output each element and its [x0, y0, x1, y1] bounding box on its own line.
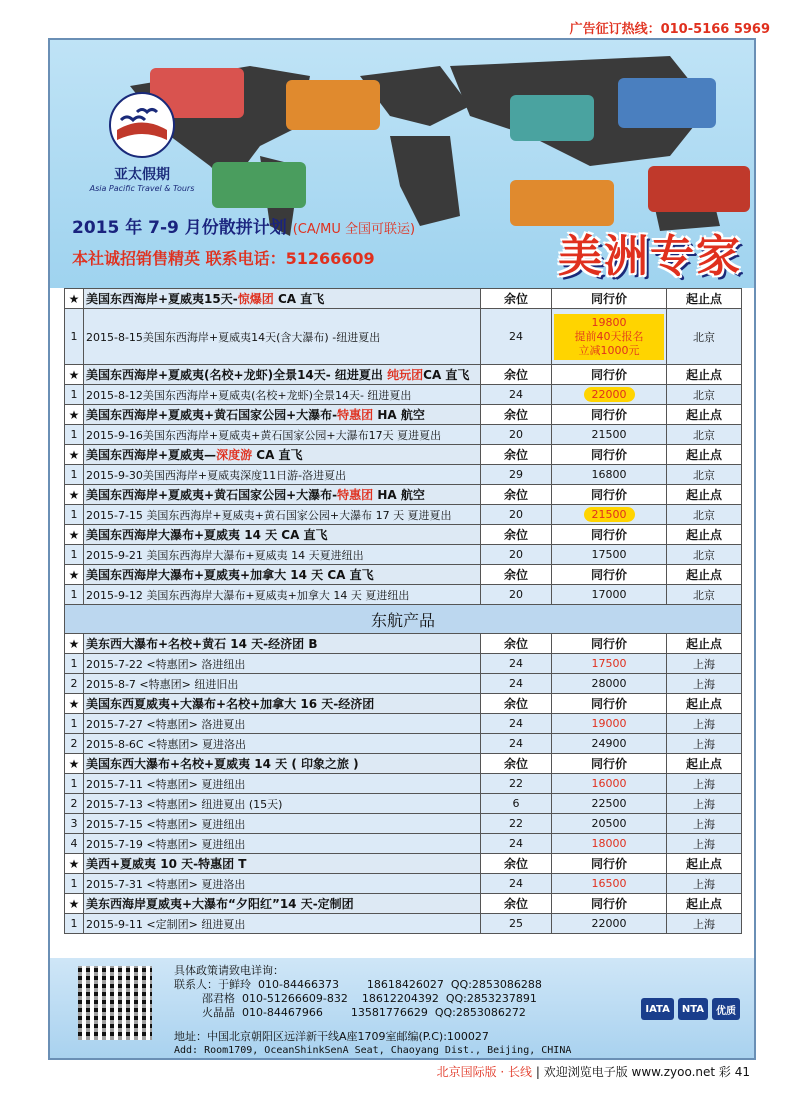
col-price-header: 同行价 — [552, 405, 667, 425]
group-title-text: 美国东西海岸+夏威夷+黄石国家公园+大瀑布- — [86, 488, 338, 502]
mu-section — [65, 605, 742, 634]
group-title-text: 美国东西夏威夷+大瀑布+名校+加拿大 16 天-经济团 — [86, 697, 375, 711]
row-price — [552, 425, 667, 445]
itinerary-row — [65, 714, 742, 734]
address-cn: 地址：中国北京朝阳区远洋新干线A座1709室邮编(P.C):100027 — [174, 1030, 489, 1043]
qr-code — [78, 966, 152, 1040]
group-title-suffix: HA 航空 — [373, 488, 425, 502]
row-name: 2015-7-27 <特惠团> 洛进夏出 — [84, 714, 481, 734]
company-logo — [82, 90, 202, 193]
star-icon: ★ — [65, 365, 84, 385]
col-price-header: 同行价 — [552, 289, 667, 309]
col-seat-header: 余位 — [481, 405, 552, 425]
col-city-header: 起止点 — [667, 894, 742, 914]
row-seats: 25 — [481, 914, 552, 934]
col-seat-header: 余位 — [481, 289, 552, 309]
price-value: 24900 — [591, 737, 627, 750]
row-seats: 24 — [481, 874, 552, 894]
plan-title — [72, 213, 415, 238]
contact-block — [174, 964, 542, 1020]
group-title-text: 美西+夏威夷 10 天-特惠团 T — [86, 857, 247, 871]
star-icon: ★ — [65, 289, 84, 309]
row-name: 2015-7-15 <特惠团> 夏进纽出 — [84, 814, 481, 834]
col-price-header: 同行价 — [552, 694, 667, 714]
footer-website: | 欢迎浏览电子版 www.zyoo.net 彩 41 — [532, 1065, 750, 1079]
col-price-header: 同行价 — [552, 365, 667, 385]
itinerary-row — [65, 465, 742, 485]
group-title — [84, 289, 481, 309]
price-value: 22000 — [591, 917, 627, 930]
footer-contact — [50, 958, 754, 1058]
col-price-header: 同行价 — [552, 485, 667, 505]
star-icon: ★ — [65, 634, 84, 654]
office-label-box — [286, 80, 380, 130]
star-icon: ★ — [65, 754, 84, 774]
group-header-row — [65, 694, 742, 714]
group-title — [84, 405, 481, 425]
price-highlight: 22000 — [584, 387, 635, 402]
row-seats: 24 — [481, 714, 552, 734]
star-icon: ★ — [65, 694, 84, 714]
price-line: 19800 — [591, 315, 627, 329]
row-city: 北京 — [667, 309, 742, 365]
row-price — [552, 385, 667, 405]
brand-slogan: 美洲专家 — [558, 231, 742, 282]
office-label-box — [212, 162, 306, 208]
group-title-text: 美国东西大瀑布+名校+夏威夷 14 天 ( 印象之旅 ) — [86, 757, 359, 771]
itinerary-row — [65, 774, 742, 794]
nta-badge: NTA — [678, 998, 708, 1020]
group-header-row — [65, 854, 742, 874]
flyer — [48, 38, 756, 1060]
group-title — [84, 565, 481, 585]
group-title-text: 美国东西海岸+夏威夷(名校+龙虾)全景14天- 纽进夏出 — [86, 368, 388, 382]
row-city: 上海 — [667, 774, 742, 794]
row-seats: 24 — [481, 834, 552, 854]
group-tag: 深度游 — [216, 448, 253, 462]
price-value: 18000 — [591, 837, 627, 850]
office-label-box — [648, 166, 750, 212]
header-banner — [50, 40, 754, 288]
col-price-header: 同行价 — [552, 894, 667, 914]
col-seat-header: 余位 — [481, 565, 552, 585]
row-city: 北京 — [667, 465, 742, 485]
row-price — [552, 774, 667, 794]
itinerary-table — [64, 288, 742, 934]
star-icon: ★ — [65, 894, 84, 914]
col-city-header: 起止点 — [667, 365, 742, 385]
row-number: 1 — [65, 654, 84, 674]
price-value: 17500 — [591, 657, 627, 670]
row-price — [552, 874, 667, 894]
itinerary-row — [65, 385, 742, 405]
col-seat-header: 余位 — [481, 694, 552, 714]
group-header-row — [65, 445, 742, 465]
price-line: 提前40天报名 — [574, 329, 644, 343]
edition-label: 北京国际版 · 长线 — [436, 1065, 533, 1079]
itinerary-row — [65, 425, 742, 445]
price-value: 28000 — [591, 677, 627, 690]
group-tag: 惊爆团 — [237, 292, 274, 306]
col-city-header: 起止点 — [667, 565, 742, 585]
group-tag: 纯玩团 — [387, 368, 424, 382]
group-title-text: 美东西大瀑布+名校+黄石 14 天-经济团 B — [86, 637, 318, 651]
mu-products — [65, 634, 742, 934]
price-highlight: 21500 — [584, 507, 635, 522]
row-seats: 29 — [481, 465, 552, 485]
row-city: 上海 — [667, 714, 742, 734]
row-number: 4 — [65, 834, 84, 854]
col-price-header: 同行价 — [552, 634, 667, 654]
row-number: 1 — [65, 385, 84, 405]
logo-name: 亚太假期 — [114, 167, 170, 183]
row-number: 1 — [65, 914, 84, 934]
row-city: 上海 — [667, 674, 742, 694]
star-icon: ★ — [65, 854, 84, 874]
col-price-header: 同行价 — [552, 854, 667, 874]
row-number: 1 — [65, 874, 84, 894]
row-seats: 24 — [481, 734, 552, 754]
row-price — [552, 814, 667, 834]
page-footer — [437, 1063, 750, 1080]
row-seats: 20 — [481, 585, 552, 605]
group-tag: 特惠团 — [337, 408, 374, 422]
itinerary-row — [65, 654, 742, 674]
office-label-box — [510, 95, 594, 141]
group-header-row — [65, 634, 742, 654]
office-label-box — [618, 78, 716, 128]
quality-badge: 优质 — [712, 998, 740, 1020]
row-name: 2015-7-31 <特惠团> 夏进洛出 — [84, 874, 481, 894]
row-number: 1 — [65, 309, 84, 365]
row-name: 2015-9-12 美国东西海岸大瀑布+夏威夷+加拿大 14 天 夏进纽出 — [84, 585, 481, 605]
row-price — [552, 654, 667, 674]
row-city: 北京 — [667, 505, 742, 525]
itinerary-row — [65, 734, 742, 754]
plan-title-note: (CA/MU 全国可联运) — [292, 222, 416, 237]
group-title — [84, 445, 481, 465]
col-price-header: 同行价 — [552, 445, 667, 465]
col-city-header: 起止点 — [667, 854, 742, 874]
row-price — [552, 674, 667, 694]
group-title-suffix: CA 直飞 — [273, 292, 325, 306]
group-header-row — [65, 289, 742, 309]
itinerary-row — [65, 545, 742, 565]
group-title-suffix: CA 直飞 — [423, 368, 470, 382]
row-city: 上海 — [667, 834, 742, 854]
row-seats: 22 — [481, 814, 552, 834]
row-seats: 20 — [481, 505, 552, 525]
plan-title-text: 2015 年 7-9 月份散拼计划 — [72, 218, 287, 238]
col-seat-header: 余位 — [481, 485, 552, 505]
row-number: 3 — [65, 814, 84, 834]
group-title — [84, 525, 481, 545]
recruitment-line: 本社诚招销售精英 联系电话：51266609 — [72, 249, 375, 268]
itinerary-row — [65, 585, 742, 605]
group-title-text: 美国东西海岸+夏威夷15天- — [86, 292, 238, 306]
row-name: 2015-9-11 <定制团> 纽进夏出 — [84, 914, 481, 934]
row-seats: 20 — [481, 425, 552, 445]
star-icon: ★ — [65, 525, 84, 545]
row-city: 上海 — [667, 734, 742, 754]
col-seat-header: 余位 — [481, 854, 552, 874]
col-price-header: 同行价 — [552, 565, 667, 585]
row-price — [552, 914, 667, 934]
group-header-row — [65, 405, 742, 425]
row-name: 2015-8-12美国东西海岸+夏威夷(名校+龙虾)全景14天- 纽进夏出 — [84, 385, 481, 405]
itinerary-row — [65, 309, 742, 365]
row-city: 上海 — [667, 654, 742, 674]
col-city-header: 起止点 — [667, 634, 742, 654]
row-price — [552, 794, 667, 814]
row-city: 北京 — [667, 585, 742, 605]
col-seat-header: 余位 — [481, 754, 552, 774]
row-number: 1 — [65, 774, 84, 794]
price-value: 21500 — [591, 428, 627, 441]
group-title — [84, 634, 481, 654]
itinerary-row — [65, 874, 742, 894]
group-title-text: 美国东西海岸大瀑布+夏威夷+加拿大 14 天 CA 直飞 — [86, 568, 374, 582]
row-seats: 24 — [481, 385, 552, 405]
row-number: 1 — [65, 585, 84, 605]
price-line: 立减1000元 — [578, 343, 640, 357]
row-price — [552, 309, 667, 365]
price-value: 16000 — [591, 777, 627, 790]
col-price-header: 同行价 — [552, 525, 667, 545]
row-price — [552, 734, 667, 754]
ad-hotline: 广告征订热线：010-5166 5969 — [569, 22, 770, 37]
row-number: 1 — [65, 505, 84, 525]
star-icon: ★ — [65, 485, 84, 505]
itinerary-row — [65, 674, 742, 694]
row-price — [552, 585, 667, 605]
group-title-text: 美国东西海岸大瀑布+夏威夷 14 天 CA 直飞 — [86, 528, 328, 542]
group-title — [84, 365, 481, 385]
contact-line: 联系人：于鲜玲 010-84466373 18618426027 QQ:2853086288 — [174, 978, 542, 991]
contact-line: 火晶晶 010-84467966 13581776629 QQ:2853086272 — [174, 1006, 526, 1019]
contact-lead: 具体政策请致电详询： — [174, 964, 284, 977]
group-title — [84, 894, 481, 914]
itinerary-row — [65, 794, 742, 814]
row-name: 2015-7-22 <特惠团> 洛进纽出 — [84, 654, 481, 674]
group-title — [84, 754, 481, 774]
col-seat-header: 余位 — [481, 525, 552, 545]
row-number: 1 — [65, 425, 84, 445]
group-title — [84, 694, 481, 714]
row-number: 1 — [65, 545, 84, 565]
row-city: 北京 — [667, 545, 742, 565]
row-number: 2 — [65, 674, 84, 694]
address-block — [174, 1030, 571, 1058]
group-header-row — [65, 525, 742, 545]
itinerary-row — [65, 814, 742, 834]
group-title-suffix: HA 航空 — [373, 408, 425, 422]
price-value: 16500 — [591, 877, 627, 890]
address-en: Add: Room1709, OceanShinkSenA Seat, Chaoyang Dist., Beijing, CHINA — [174, 1045, 572, 1056]
col-city-header: 起止点 — [667, 445, 742, 465]
itinerary-row — [65, 505, 742, 525]
col-seat-header: 余位 — [481, 894, 552, 914]
row-number: 1 — [65, 714, 84, 734]
price-burst — [554, 314, 664, 360]
row-number: 2 — [65, 734, 84, 754]
col-city-header: 起止点 — [667, 525, 742, 545]
itinerary-row — [65, 834, 742, 854]
row-seats: 24 — [481, 309, 552, 365]
row-seats: 24 — [481, 674, 552, 694]
col-seat-header: 余位 — [481, 445, 552, 465]
logo-english-name: Asia Pacific Travel & Tours — [89, 184, 195, 193]
star-icon: ★ — [65, 445, 84, 465]
row-city: 上海 — [667, 914, 742, 934]
row-seats: 22 — [481, 774, 552, 794]
star-icon: ★ — [65, 405, 84, 425]
row-number: 2 — [65, 794, 84, 814]
col-city-header: 起止点 — [667, 694, 742, 714]
section-title: 东航产品 — [65, 605, 742, 634]
row-name: 2015-7-11 <特惠团> 夏进纽出 — [84, 774, 481, 794]
row-price — [552, 714, 667, 734]
ca-products — [65, 289, 742, 605]
row-name: 2015-8-6C <特惠团> 夏进洛出 — [84, 734, 481, 754]
group-title — [84, 485, 481, 505]
price-value: 17000 — [591, 588, 627, 601]
group-tag: 特惠团 — [337, 488, 374, 502]
row-seats: 6 — [481, 794, 552, 814]
group-header-row — [65, 894, 742, 914]
row-city: 北京 — [667, 425, 742, 445]
group-title-suffix: CA 直飞 — [252, 448, 303, 462]
row-name: 2015-7-15 美国东西海岸+夏威夷+黄石国家公园+大瀑布 17 天 夏进夏出 — [84, 505, 481, 525]
col-seat-header: 余位 — [481, 634, 552, 654]
logo-emblem — [107, 90, 177, 160]
group-header-row — [65, 565, 742, 585]
col-city-header: 起止点 — [667, 405, 742, 425]
iata-badge: IATA — [641, 998, 673, 1020]
row-city: 上海 — [667, 874, 742, 894]
row-name: 2015-7-19 <特惠团> 夏进纽出 — [84, 834, 481, 854]
group-header-row — [65, 485, 742, 505]
row-name: 2015-8-15美国东西海岸+夏威夷14天(含大瀑布) -纽进夏出 — [84, 309, 481, 365]
col-seat-header: 余位 — [481, 365, 552, 385]
price-value: 16800 — [591, 468, 627, 481]
row-price — [552, 465, 667, 485]
row-number: 1 — [65, 465, 84, 485]
row-name: 2015-9-16美国东西海岸+夏威夷+黄石国家公园+大瀑布17天 夏进夏出 — [84, 425, 481, 445]
group-title-text: 美国东西海岸+夏威夷— — [86, 448, 217, 462]
row-price — [552, 545, 667, 565]
row-seats: 24 — [481, 654, 552, 674]
row-city: 北京 — [667, 385, 742, 405]
itinerary-row — [65, 914, 742, 934]
row-name: 2015-9-30美国西海岸+夏威夷深度11日游-洛进夏出 — [84, 465, 481, 485]
row-price — [552, 834, 667, 854]
row-seats: 20 — [481, 545, 552, 565]
row-price — [552, 505, 667, 525]
col-price-header: 同行价 — [552, 754, 667, 774]
certification-badges — [641, 998, 740, 1020]
row-name: 2015-7-13 <特惠团> 纽进夏出 (15天) — [84, 794, 481, 814]
price-value: 20500 — [591, 817, 627, 830]
group-header-row — [65, 365, 742, 385]
contact-line: 邵君格 010-51266609-832 18612204392 QQ:2853237891 — [174, 992, 537, 1005]
group-title-text: 美东西海岸夏威夷+大瀑布“夕阳红”14 天-定制团 — [86, 897, 354, 911]
row-name: 2015-9-21 美国东西海岸大瀑布+夏威夷 14 天夏进纽出 — [84, 545, 481, 565]
row-name: 2015-8-7 <特惠团> 纽进旧出 — [84, 674, 481, 694]
price-value: 17500 — [591, 548, 627, 561]
col-city-header: 起止点 — [667, 485, 742, 505]
col-city-header: 起止点 — [667, 754, 742, 774]
star-icon: ★ — [65, 565, 84, 585]
price-value: 22500 — [591, 797, 627, 810]
row-city: 上海 — [667, 814, 742, 834]
group-title-text: 美国东西海岸+夏威夷+黄石国家公园+大瀑布- — [86, 408, 338, 422]
row-city: 上海 — [667, 794, 742, 814]
group-header-row — [65, 754, 742, 774]
col-city-header: 起止点 — [667, 289, 742, 309]
price-value: 19000 — [591, 717, 627, 730]
group-title — [84, 854, 481, 874]
